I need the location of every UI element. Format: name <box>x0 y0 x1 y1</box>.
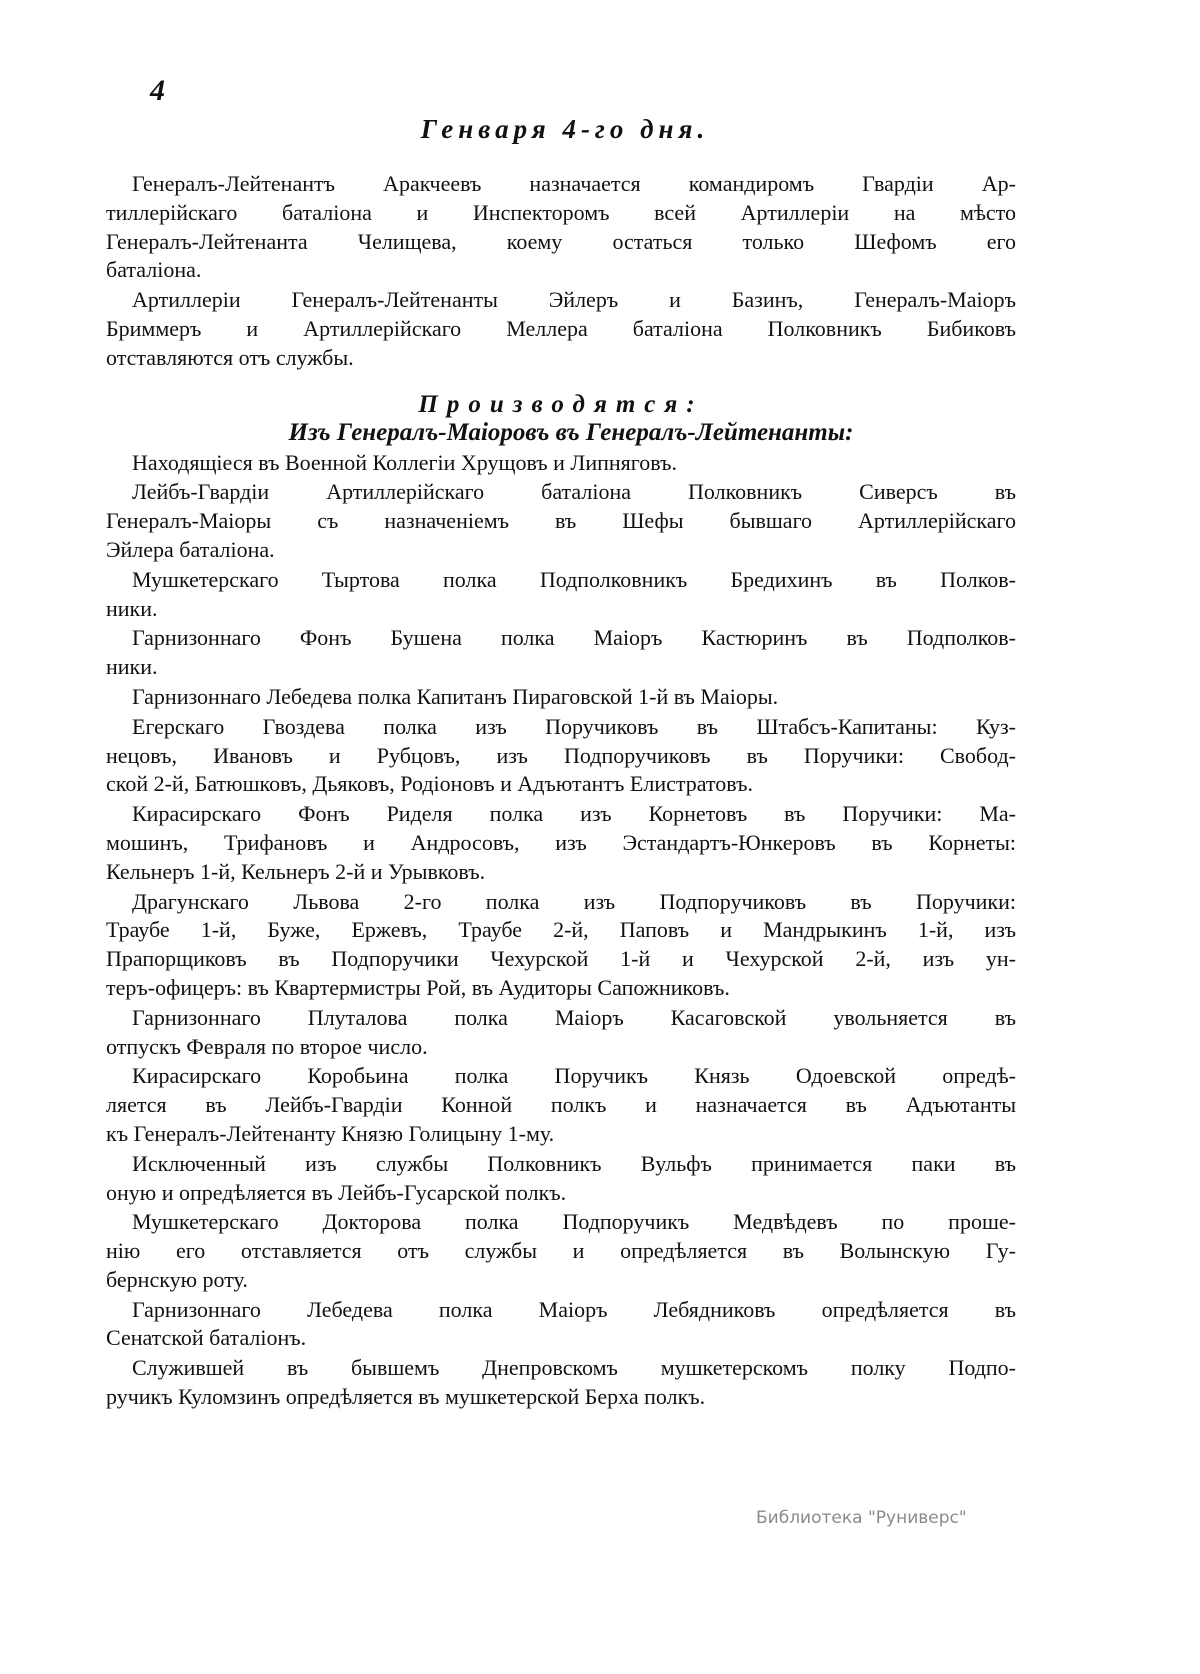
document-body <box>106 170 1016 1413</box>
text-line: Генералъ-Лейтенанта Челищева, коему остаться только Шефомъ его <box>106 228 1016 254</box>
paragraph <box>106 1354 1016 1412</box>
text-line: Гарнизоннаго Лебедева полка Маіоръ Лебядниковъ опредѣляется въ <box>132 1296 1016 1322</box>
text-line: Находящіеся въ Военной Коллегіи Хрущовъ и Липняговъ. <box>132 449 677 475</box>
text-line: Траубе 1-й, Буже, Ержевъ, Траубе 2-й, Паповъ и Мандрыкинъ 1-й, изъ <box>106 917 1016 943</box>
paragraph <box>106 566 1016 624</box>
text-line: Гарнизоннаго Плуталова полка Маіоръ Касаговской увольняется въ <box>132 1004 1016 1030</box>
text-line: теръ-офицеръ: въ Квартермистры Рой, въ Аудиторы Сапожниковъ. <box>106 974 730 1000</box>
text-line: Мушкетерскаго Тыртова полка Подполковникъ Бредихинъ въ Полков- <box>132 566 1016 592</box>
text-line: оную и опредѣляется въ Лейбъ-Гусарской полкъ. <box>106 1179 567 1205</box>
paragraph <box>106 478 1016 564</box>
paragraph <box>106 624 1016 682</box>
text-line: отпускъ Февраля по второе число. <box>106 1033 428 1059</box>
text-line: Егерскаго Гвоздева полка изъ Поручиковъ въ Штабсъ-Капитаны: Куз- <box>132 713 1016 739</box>
text-line: ники. <box>106 595 158 621</box>
paragraph <box>106 888 1016 1003</box>
text-line: Лейбъ-Гвардіи Артиллерійскаго баталіона Полковникъ Сиверсъ въ <box>132 479 1016 505</box>
text-line: баталіона. <box>106 257 202 283</box>
text-line: нію его отставляется отъ службы и опредѣляется въ Волынскую Гу- <box>106 1238 1016 1264</box>
paragraph <box>106 800 1016 886</box>
text-line: Прапорщиковъ въ Подпоручики Чехурской 1-й и Чехурской 2-й, изъ ун- <box>106 946 1016 972</box>
promotions-section <box>106 449 1016 1412</box>
text-line: тиллерійскаго баталіона и Инспекторомъ всей Артиллеріи на мѣсто <box>106 199 1016 225</box>
text-line: Сенатской баталіонъ. <box>106 1325 307 1351</box>
text-line: Кирасирскаго Коробьина полка Поручикъ Князь Одоевской опредѣ- <box>132 1063 1016 1089</box>
paragraph <box>106 1004 1016 1062</box>
text-line: Мушкетерскаго Докторова полка Подпоручикъ Медвѣдевъ по проше- <box>132 1209 1016 1235</box>
text-line: Кельнеръ 1-й, Кельнеръ 2-й и Урывковъ. <box>106 858 486 884</box>
paragraph <box>106 713 1016 799</box>
text-line: Эйлера баталіона. <box>106 536 275 562</box>
watermark: Библиотека "Руниверс" <box>756 1508 967 1528</box>
text-line: Гарнизоннаго Лебедева полка Капитанъ Пираговской 1-й въ Маіоры. <box>132 683 779 709</box>
paragraph <box>106 286 1016 372</box>
text-line: Бриммеръ и Артиллерійскаго Меллера баталіона Полковникъ Бибиковъ <box>106 315 1016 341</box>
text-line: Служившей въ бывшемъ Днепровскомъ мушкетерскомъ полку Подпо- <box>132 1355 1016 1381</box>
text-line: Драгунскаго Львова 2-го полка изъ Подпоручиковъ въ Поручики: <box>132 888 1016 914</box>
intro-section <box>106 170 1016 373</box>
text-line: нецовъ, Ивановъ и Рубцовъ, изъ Подпоручиковъ въ Поручики: Свобод- <box>106 742 1016 768</box>
paragraph <box>106 683 1016 712</box>
text-line: Артиллеріи Генералъ-Лейтенанты Эйлеръ и Базинъ, Генералъ-Маіоръ <box>132 287 1016 313</box>
paragraph <box>106 1062 1016 1148</box>
paragraph <box>106 1208 1016 1294</box>
text-line: ляется въ Лейбъ-Гвардіи Конной полкъ и назначается въ Адъютанты <box>106 1092 1016 1118</box>
text-line: Генералъ-Лейтенантъ Аракчеевъ назначается командиромъ Гвардіи Ар- <box>132 171 1016 196</box>
text-line: ники. <box>106 654 158 680</box>
text-line: къ Генералъ-Лейтенанту Князю Голицыну 1-му. <box>106 1120 555 1146</box>
section-subheading: Изъ Генералъ-Маіоровъ въ Генералъ-Лейтенанты: <box>288 418 854 446</box>
section-heading: Производятся: <box>418 390 704 418</box>
text-line: ской 2-й, Батюшковъ, Дьяковъ, Родіоновъ и Адъютантъ Елистратовъ. <box>106 771 753 797</box>
paragraph <box>106 170 1016 285</box>
text-line: отставляются отъ службы. <box>106 344 354 370</box>
text-line: ручикъ Куломзинъ опредѣляется въ мушкетерской Берха полкъ. <box>106 1384 706 1410</box>
text-line: мошинъ, Трифановъ и Андросовъ, изъ Эстандартъ-Юнкеровъ въ Корнеты: <box>106 829 1016 855</box>
text-line: Генералъ-Маіоры съ назначеніемъ въ Шефы бывшаго Артиллерійскаго <box>106 508 1016 534</box>
page-title: Генваря 4-го дня. <box>420 114 710 144</box>
text-line: Кирасирскаго Фонъ Риделя полка изъ Корнетовъ въ Поручики: Ма- <box>132 801 1016 827</box>
page-number: 4 <box>150 74 165 107</box>
paragraph <box>106 1150 1016 1208</box>
paragraph <box>106 449 1016 478</box>
text-line: бернскую роту. <box>106 1266 248 1292</box>
text-line: Гарнизоннаго Фонъ Бушена полка Маіоръ Кастюринъ въ Подполков- <box>132 625 1016 651</box>
paragraph <box>106 1296 1016 1354</box>
text-line: Исключенный изъ службы Полковникъ Вульфъ принимается паки въ <box>132 1150 1016 1176</box>
